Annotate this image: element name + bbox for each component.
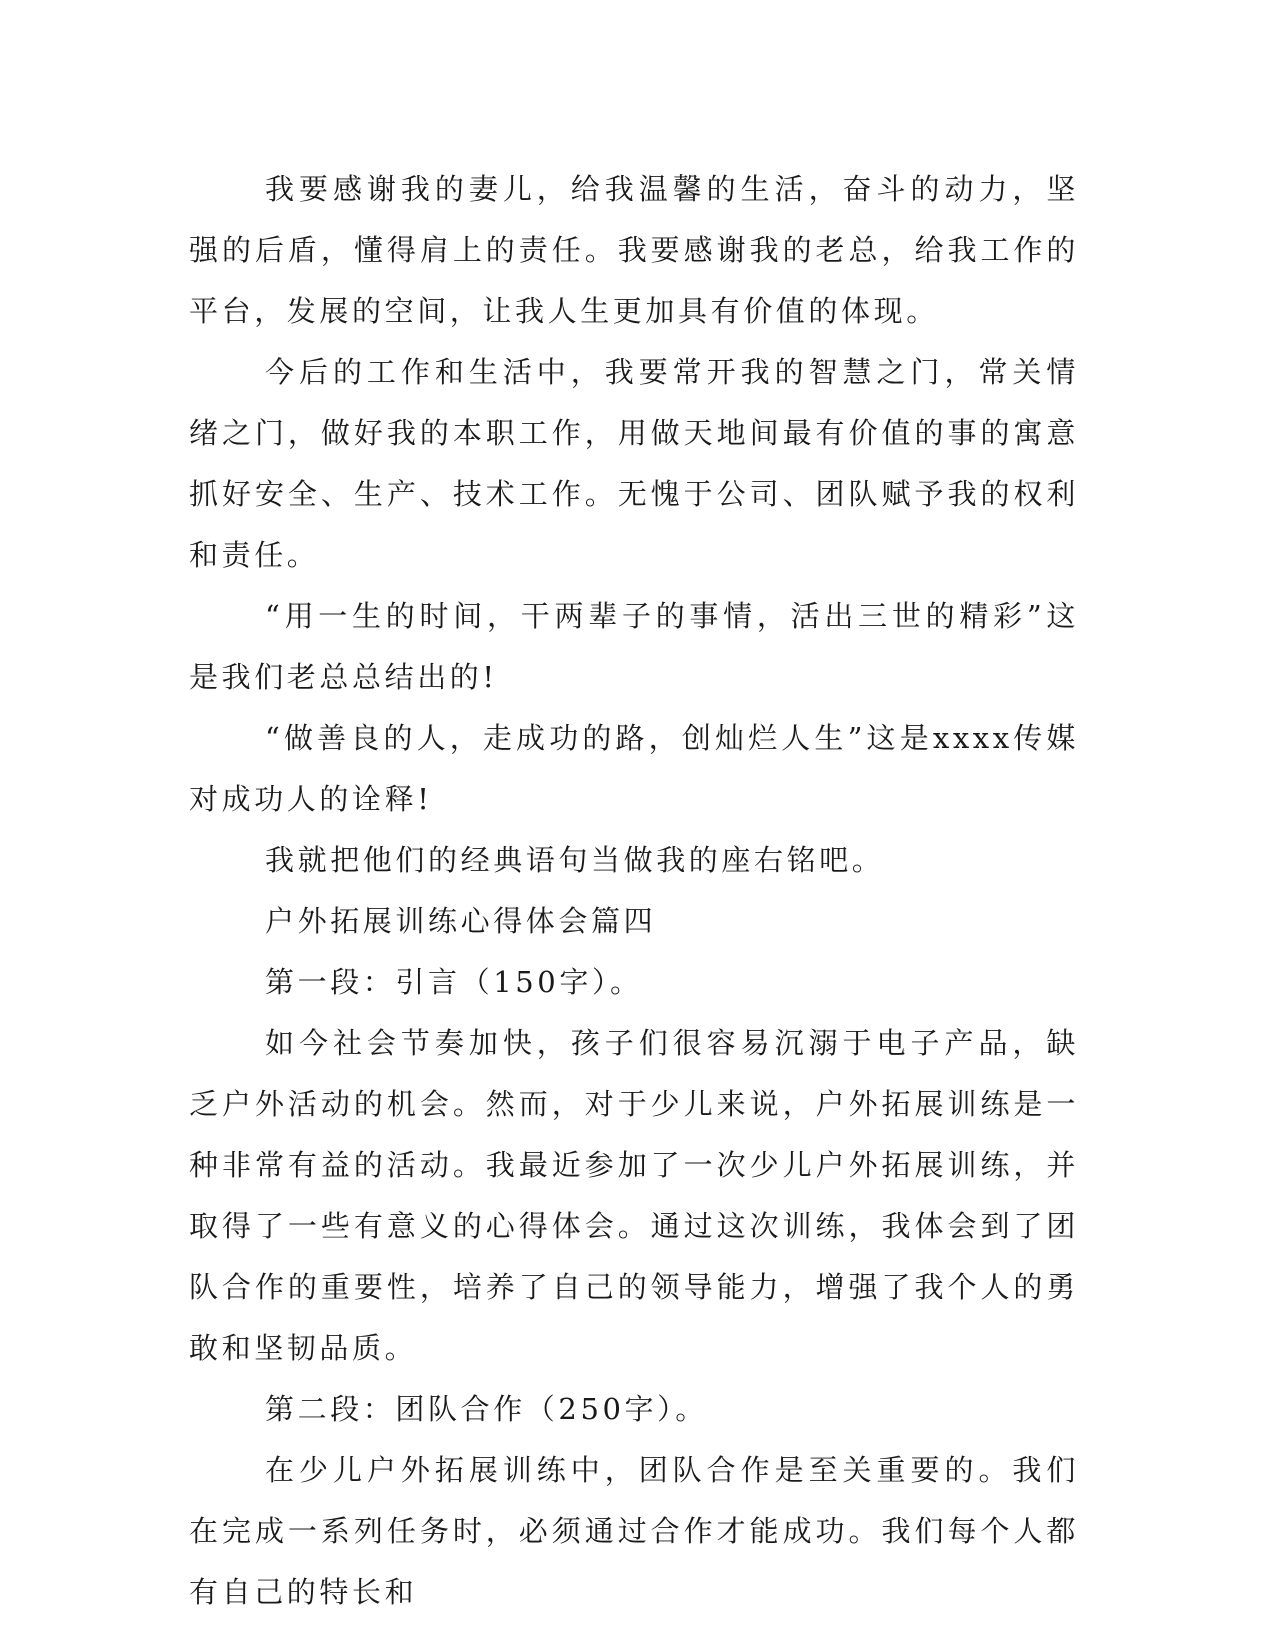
paragraph-gratitude: 我要感谢我的妻儿，给我温馨的生活，奋斗的动力，坚强的后盾，懂得肩上的责任。我要感谢我的老总，给我工作的平台，发展的空间，让我人生更加具有价值的体现。 [189,172,1079,328]
section-title: 户外拓展训练心得体会篇四 [265,904,657,938]
section-heading-teamwork: 第二段：团队合作（250字）。 [265,1392,708,1426]
paragraph-intro: 如今社会节奏加快，孩子们很容易沉溺于电子产品，缺乏户外活动的机会。然而，对于少儿来说，户外拓展训练是一种非常有益的活动。我最近参加了一次少儿户外拓展训练，并取得了一些有意义的心得体会。通过这次训练，我体会到了团队合作的重要性，培养了自己的领导能力，增强了我个人的勇敢和坚韧品质。 [189,1026,1079,1365]
paragraph-media-quote: “做善良的人，走成功的路，创灿烂人生”这是xxxx传媒对成功人的诠释! [189,721,1079,816]
paragraph-teamwork: 在少儿户外拓展训练中，团队合作是至关重要的。我们在完成一系列任务时，必须通过合作才能成功。我们每个人都有自己的特长和 [189,1453,1079,1609]
section-heading-intro: 第一段：引言（150字）。 [265,965,643,999]
paragraph-future-work: 今后的工作和生活中，我要常开我的智慧之门，常关情绪之门，做好我的本职工作，用做天地间最有价值的事的寓意抓好安全、生产、技术工作。无愧于公司、团队赋予我的权利和责任。 [189,355,1079,572]
paragraph-motto: 我就把他们的经典语句当做我的座右铭吧。 [265,843,885,877]
paragraph-boss-quote: “用一生的时间，干两辈子的事情，活出三世的精彩”这是我们老总总结出的! [189,599,1079,694]
document-body [189,159,1079,1623]
